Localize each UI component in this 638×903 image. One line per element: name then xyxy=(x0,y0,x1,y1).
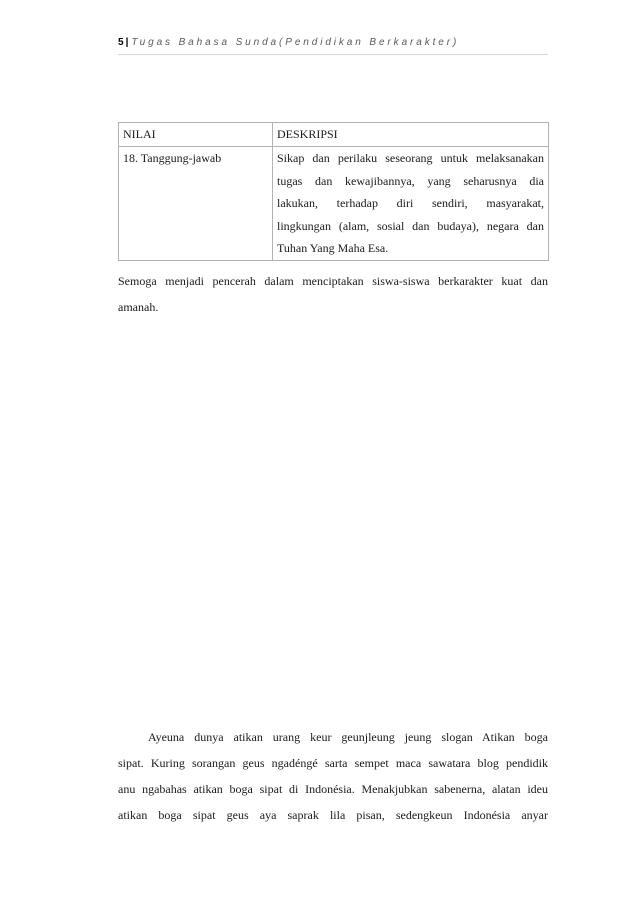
page-number: 5 xyxy=(118,37,124,48)
paragraph-line: amanah. xyxy=(118,300,159,314)
paragraph-line: anu ngabahas atikan boga sipat di Indonésia. Menakjubkan sabenerna, alatan ideu xyxy=(118,782,548,796)
paragraph-line: Semoga menjadi pencerah dalam menciptakan siswa-siswa berkarakter kuat dan xyxy=(118,274,548,288)
sunda-paragraph xyxy=(118,724,548,828)
description-cell xyxy=(273,147,549,261)
closing-paragraph xyxy=(118,268,548,320)
description-line: tugas dan kewajibannya, yang seharusnya dia xyxy=(277,173,544,188)
header-rule xyxy=(118,54,548,55)
values-table xyxy=(118,122,549,261)
header-title: Tugas Bahasa Sunda(Pendidikan Berkarakter) xyxy=(131,37,460,48)
table-row xyxy=(119,147,549,261)
header-deskripsi: DESKRIPSI xyxy=(273,123,549,147)
description-line: Sikap dan perilaku seseorang untuk melaksanakan xyxy=(277,151,544,165)
paragraph-line: atikan boga sipat geus aya saprak lila pisan, sedengkeun Indonésia anyar xyxy=(118,808,548,822)
table-header-row xyxy=(119,123,549,147)
paragraph-line: Ayeuna dunya atikan urang keur geunjleung jeung slogan Atikan boga xyxy=(148,730,548,744)
description-line: Tuhan Yang Maha Esa. xyxy=(277,241,389,255)
value-cell xyxy=(119,147,273,261)
value-name: 18. Tanggung-jawab xyxy=(123,151,222,165)
page-header xyxy=(118,36,548,50)
header-separator: | xyxy=(125,37,129,48)
description-line: lakukan, terhadap diri sendiri, masyarakat, xyxy=(277,196,544,210)
description-line: lingkungan (alam, sosial dan budaya), negara dan xyxy=(277,218,544,233)
header-nilai: NILAI xyxy=(119,123,273,147)
paragraph-line: sipat. Kuring sorangan geus ngadéngé sarta sempet maca sawatara blog pendidik xyxy=(118,756,548,770)
